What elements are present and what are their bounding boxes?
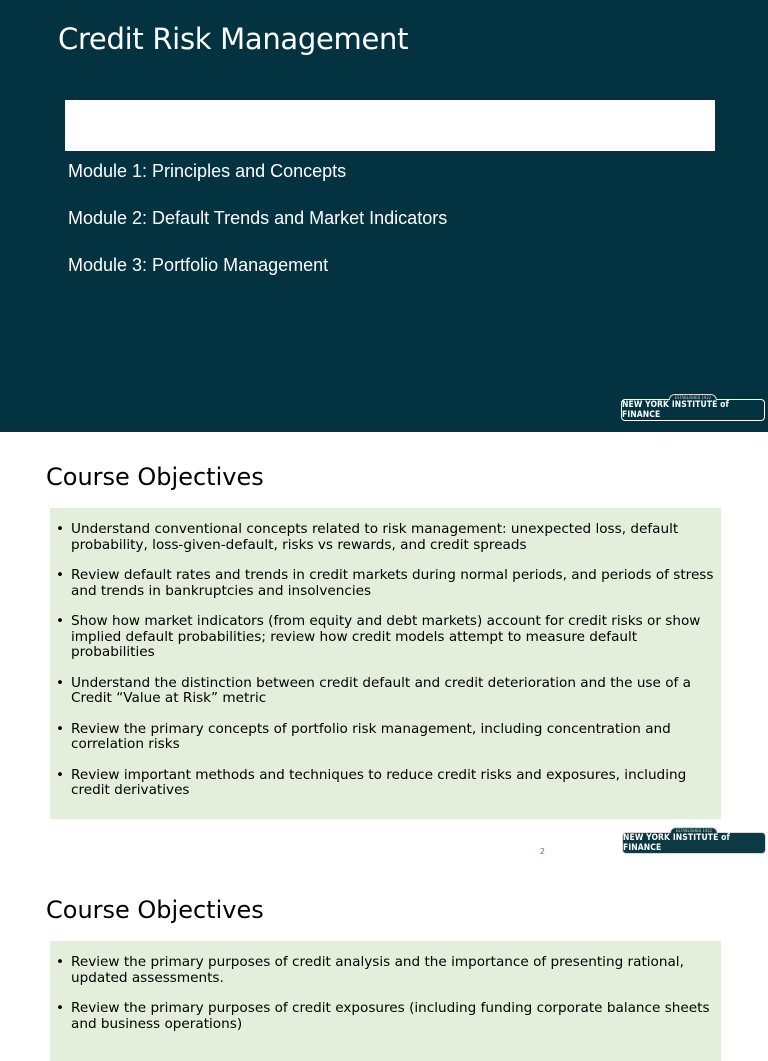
- objective-item: • Review the primary purposes of credit exposures (including funding corporate balance sheets and business operations): [56, 1001, 715, 1032]
- objective-item: • Understand conventional concepts related to risk management: unexpected loss, default probability, loss-given-default, risks vs rewards, and credit spreads: [56, 522, 715, 553]
- title-slide: [0, 0, 768, 432]
- logo-established-text: ESTABLISHED 1922: [670, 827, 718, 833]
- objective-item: • Review important methods and techniques to reduce credit risks and exposures, including credit derivatives: [56, 768, 715, 799]
- page-number: 2: [540, 847, 546, 856]
- objective-item: • Review default rates and trends in credit markets during normal periods, and periods of stress and trends in bankruptcies and insolvencies: [56, 568, 715, 599]
- slide-title: Course Objectives: [46, 896, 264, 924]
- objectives-list: [50, 941, 721, 1061]
- objective-item: • Understand the distinction between credit default and credit deterioration and the use of a Credit “Value at Risk” metric: [56, 676, 715, 707]
- nyif-logo: [621, 395, 765, 421]
- module-item: Module 2: Default Trends and Market Indicators: [68, 208, 448, 228]
- logo-text: NEW YORK INSTITUTE of FINANCE: [622, 400, 729, 420]
- module-list: [68, 161, 447, 302]
- slide-title: Credit Risk Management: [58, 22, 409, 56]
- slide-title: Course Objectives: [46, 463, 264, 491]
- subtitle-placeholder-bar: [65, 100, 715, 151]
- module-item: Module 3: Portfolio Management: [68, 255, 329, 275]
- objective-item: • Show how market indicators (from equity and debt markets) account for credit risks or show implied default probabilities; review how credit models attempt to measure default probabilities: [56, 614, 715, 661]
- objective-item: • Review the primary concepts of portfolio risk management, including concentration and correlation risks: [56, 722, 715, 753]
- nyif-logo: [622, 828, 766, 854]
- logo-established-text: ESTABLISHED 1922: [669, 394, 717, 400]
- objectives-list: [50, 508, 721, 819]
- module-item: Module 1: Principles and Concepts: [68, 161, 347, 181]
- logo-text: NEW YORK INSTITUTE of FINANCE: [623, 833, 730, 853]
- objective-item: • Review the primary purposes of credit analysis and the importance of presenting rational, updated assessments.: [56, 955, 715, 986]
